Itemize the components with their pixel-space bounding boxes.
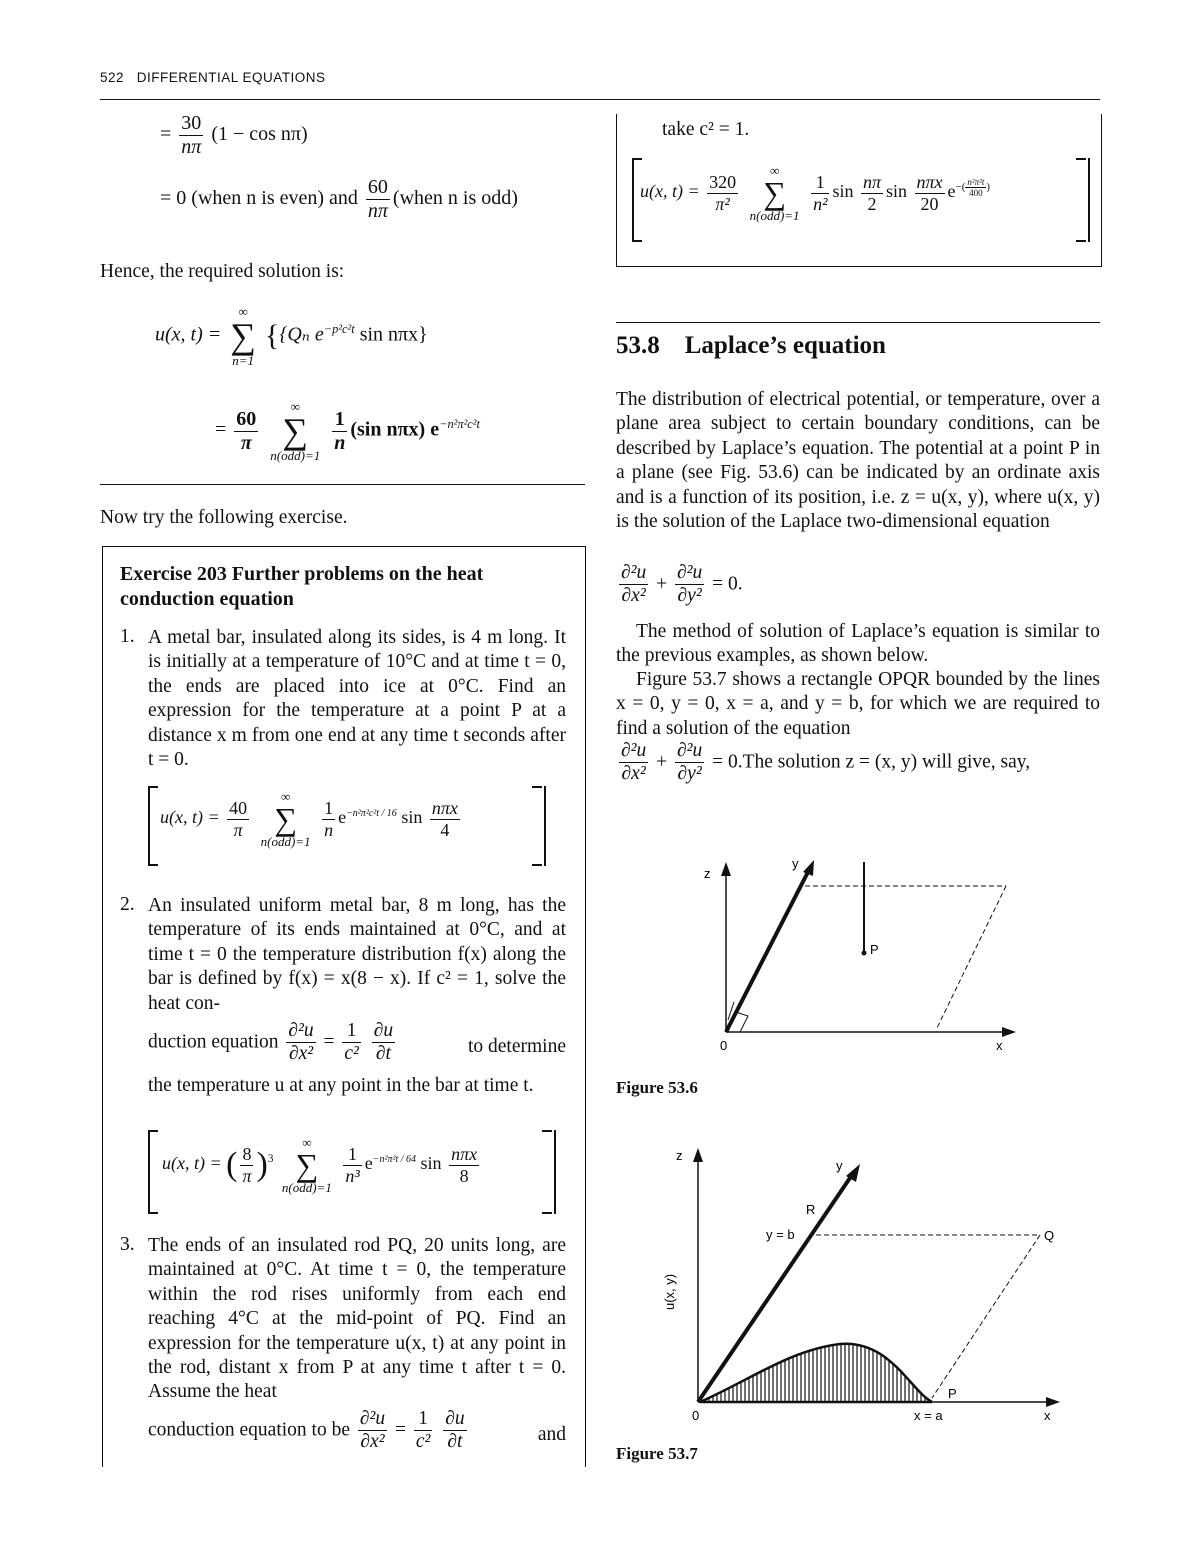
section-heading [616,332,886,360]
equation-line-1: = $\frac{30}{n\pi}$ (1 − cos nπ) [160,112,308,158]
exercise-item-1-number: 1. [120,626,135,647]
now-try-text: Now try the following exercise. [100,507,348,528]
laplace-equation-1: $\frac{\text{∂²u}}{\text{∂x²}}$ + $\frac{\text{∂²u}}{\text{∂y²}}$ = 0. [621,562,743,607]
fig2-label-o: 0 [692,1408,700,1423]
fig2-label-z: z [676,1148,683,1163]
fig2-label-u: u(x, y) [662,1273,677,1310]
paragraph-3: Figure 53.7 shows a rectangle OPQR bounded by the lines x = 0, y = 0, x = a, and y = b, for which we are required to find a solution of the equation [616,669,1100,739]
fig1-label-x: x [996,1038,1003,1053]
exercise-1-answer: u(x, t) = $\frac{40}{\pi}$ ∞ ∑ n(odd)=1 $\frac{1}{n}$ $e^{-n^2\pi^2c^2t / 16}$ sin $\frac{\text{nπx}}{4}$ [160,789,458,849]
fig2-label-p: P [948,1386,957,1401]
fig2-label-x: x [1044,1408,1051,1423]
exercise-3-answer: u(x, t) = $\frac{320}{\text{π²}}$ ∞ ∑ n(odd)=1 $\frac{1}{\text{n²}}$ sin $\frac{n\pi}{2}$ sin $\frac{\text{nπx}}{20}$ $e^{-( \frac{\text{n²π²t}}{400} )}$ [640,163,990,223]
fig2-label-yb: y = b [766,1227,795,1242]
exercise-item-2-number: 2. [120,894,135,915]
fig2-label-q: Q [1044,1228,1055,1243]
page-number: 522 [100,70,125,85]
fig1-label-o: 0 [720,1038,728,1053]
paragraph-2: The method of solution of Laplace’s equation is similar to the previous examples, as shown below. [616,621,1100,667]
exercise-2-answer: u(x, t) = ( $\frac{8}{\pi}$ )$^3$ ∞ ∑ n(odd)=1 $\frac{1}{\text{n³}}$ $e^{-n^2\pi^2t / 64}$ sin $\frac{\text{nπx}}{8}$ [162,1135,478,1195]
fig1-label-p: P [870,942,879,957]
y-axis [726,868,810,1032]
section-number: 53.8 [616,332,660,359]
take-c-text: take c² = 1. [662,119,750,140]
fig1-label-z: z [704,866,711,881]
figure-53-6-caption: Figure 53.6 [616,1078,698,1097]
fig2-label-xa: x = a [914,1408,943,1423]
fig1-label-y: y [792,856,799,871]
exercise-item-3-equation-line: conduction equation to be $\frac{\text{∂²u}}{\text{∂x²}}$ = $\frac{1}{\text{c²}}$ $\frac{\partial u}{\partial t}$ and [148,1408,566,1453]
fig2-label-r: R [806,1202,816,1217]
figure-53-7-caption: Figure 53.7 [616,1444,698,1463]
paragraph-1: The distribution of electrical potential, or temperature, over a plane area subject to certain boundary conditions, can be described by Laplace’s equation. The potential at a point P in a plane (see Fig. 53.6) can be indicated by an ordinate axis and is a function of its position, i.e. z = u(x, y), where u(x, y) is the solution of the Laplace two-dimensional equation [616,389,1100,533]
exercise-item-3-number: 3. [120,1234,135,1255]
exercise-title: Exercise 203 Further problems on the heat conduction equation [120,563,484,610]
hence-text: Hence, the required solution is: [100,261,345,282]
fig2-label-y: y [836,1158,843,1173]
exercise-item-3-text: The ends of an insulated rod PQ, 20 units long, are maintained at 0°C. At time t = 0, the temperature within the rod rises uniformly from each end reaching 4°C at the mid-point of PQ. Find an expression for the temperature u(x, t) at any point in the rod, distant x from P at any time t after t = 0. Assume the heat [148,1235,566,1403]
section-rule [616,322,1100,323]
exercise-item-2-text: An insulated uniform metal bar, 8 m long, has the temperature of its ends maintained at 0°C, and at time t = 0 the temperature distribution f(x) along the bar is defined by f(x) = x(8 − x). If c² = 1, solve the heat con- [148,895,566,1014]
laplace-equation-2: $\frac{\text{∂²u}}{\text{∂x²}}$ + $\frac{\text{∂²u}}{\text{∂y²}}$ = 0.The solution z = (x, y) will give, say, [621,740,1031,785]
equation-line-2: = 0 (when n is even) and $\frac{60}{n\pi}$ (when n is odd) [160,176,518,222]
exercise-item-1-text: A metal bar, insulated along its sides, is 4 m long. It is initially at a temperature of 10°C and at time t = 0, the ends are placed into ice at 0°C. Find an expression for the temperature at a point P at a distance x m from one end at any time t seconds after t = 0. [148,627,566,771]
solution-rule [100,484,585,485]
surface-curve [700,1344,932,1402]
exercise-item-2-equation-line: duction equation $\frac{\text{∂²u}}{\text{∂x²}}$ = $\frac{1}{\text{c²}}$ $\frac{\partial u}{\partial t}$ to determine [148,1020,566,1065]
figure-53-6 [690,850,1030,1060]
solution-equation-1: u(x, t) = ∞ ∑ n=1 {{Qₙ $e^{-p^2c^2t}$ sin nπx} [155,304,428,368]
running-title: DIFFERENTIAL EQUATIONS [136,70,326,85]
section-title: Laplace’s equation [684,332,886,359]
figure-53-7 [640,1140,1080,1430]
solution-equation-2: = $\frac{60}{\pi}$ ∞ ∑ n(odd)=1 $\frac{1}{n}$ (sin nπx) $e^{-n^2\pi^2c^2t}$ [215,399,480,463]
running-header [100,70,326,85]
exercise-item-2-text-end: the temperature u at any point in the bar at time t. [148,1075,534,1096]
header-rule [100,99,1100,100]
